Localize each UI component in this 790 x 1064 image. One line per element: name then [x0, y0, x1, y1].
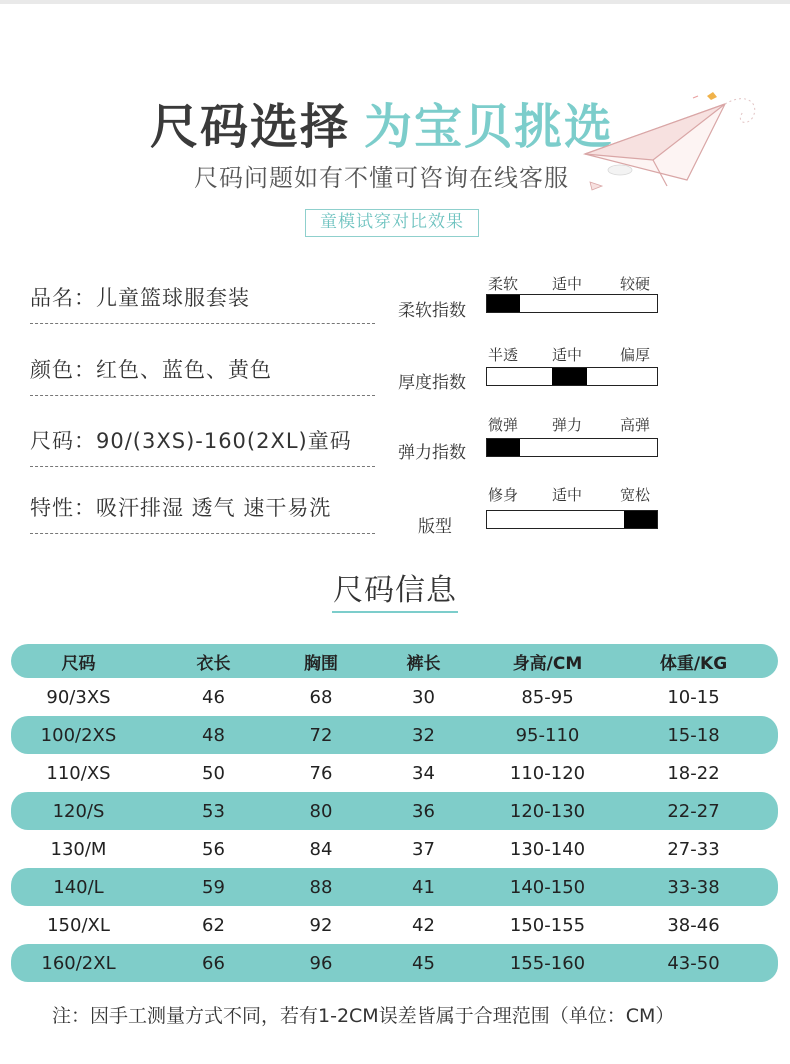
product-size: 尺码：90/(3XS)-160(2XL)童码	[30, 425, 375, 455]
table-cell: 85-95	[521, 686, 574, 708]
title-main: 尺码选择	[150, 99, 351, 155]
paper-plane-icon	[575, 82, 775, 202]
compare-effect-button[interactable]: 童模试穿对比效果	[305, 209, 479, 237]
table-cell: 150/XL	[47, 914, 110, 936]
table-cell: 130/M	[50, 838, 107, 860]
table-cell: 120/S	[11, 792, 146, 830]
table-row	[11, 830, 778, 868]
table-cell: 155-160	[486, 944, 609, 982]
table-cell: 15-18	[609, 716, 778, 754]
table-row	[11, 906, 778, 944]
table-cell: 84	[309, 838, 333, 860]
title-accent: 为宝贝挑选	[364, 99, 615, 155]
size-table	[11, 644, 778, 982]
scale-tick-right: 偏厚	[620, 346, 651, 364]
scale-tick-left: 微弹	[488, 416, 519, 434]
table-cell: 150-155	[509, 914, 586, 936]
table-cell: 76	[309, 762, 333, 784]
table-cell: 80	[281, 792, 361, 830]
table-cell: 18-22	[667, 762, 720, 784]
table-cell: 110/XS	[46, 762, 111, 784]
table-cell: 50	[202, 762, 225, 784]
table-cell: 96	[281, 944, 361, 982]
table-cell: 62	[202, 914, 225, 936]
scale-tick-right: 高弹	[620, 416, 651, 434]
product-color: 颜色：红色、蓝色、黄色	[30, 354, 375, 384]
table-header: 身高/CM	[486, 644, 609, 678]
page-title	[150, 88, 614, 157]
softness-scale	[486, 294, 658, 313]
table-cell: 38-46	[667, 914, 720, 936]
size-info-title: 尺码信息	[333, 573, 457, 608]
table-cell: 42	[412, 914, 435, 936]
scale-indicator	[552, 368, 587, 385]
table-cell: 130-140	[509, 838, 586, 860]
table-cell: 34	[412, 762, 435, 784]
table-row	[11, 678, 778, 716]
scale-indicator	[487, 439, 520, 456]
fit-label: 版型	[418, 517, 452, 537]
table-header: 衣长	[146, 644, 281, 678]
table-cell: 160/2XL	[11, 944, 146, 982]
table-header: 胸围	[281, 644, 361, 678]
table-cell: 90/3XS	[46, 686, 111, 708]
thickness-scale	[486, 367, 658, 386]
table-cell: 88	[281, 868, 361, 906]
table-row	[11, 944, 778, 982]
table-header: 裤长	[361, 644, 486, 678]
table-cell: 22-27	[609, 792, 778, 830]
table-cell: 53	[146, 792, 281, 830]
size-info-underline	[332, 611, 458, 613]
scale-tick-left: 半透	[488, 346, 519, 364]
table-cell: 45	[361, 944, 486, 982]
table-cell: 36	[361, 792, 486, 830]
table-header: 尺码	[11, 644, 146, 678]
table-cell: 59	[146, 868, 281, 906]
product-feature: 特性：吸汗排湿 透气 速干易洗	[30, 492, 375, 522]
table-cell: 41	[361, 868, 486, 906]
table-cell: 32	[361, 716, 486, 754]
table-cell: 33-38	[609, 868, 778, 906]
table-row	[11, 716, 778, 754]
scale-tick-left: 修身	[488, 486, 519, 504]
table-cell: 37	[412, 838, 435, 860]
elasticity-label: 弹力指数	[398, 443, 466, 463]
scale-tick-mid: 弹力	[552, 416, 583, 434]
product-name: 品名：儿童篮球服套装	[30, 282, 375, 312]
table-cell: 140-150	[486, 868, 609, 906]
table-header: 体重/KG	[609, 644, 778, 678]
scale-tick-right: 宽松	[620, 486, 651, 504]
table-cell: 66	[146, 944, 281, 982]
scale-indicator	[624, 511, 657, 528]
table-cell: 120-130	[486, 792, 609, 830]
page-subtitle: 尺码问题如有不懂可咨询在线客服	[194, 164, 569, 192]
table-cell: 92	[309, 914, 333, 936]
scale-tick-mid: 适中	[552, 486, 583, 504]
fit-scale	[486, 510, 658, 529]
table-cell: 110-120	[509, 762, 586, 784]
measurement-note: 注：因手工测量方式不同，若有1-2CM误差皆属于合理范围（单位：CM）	[52, 1005, 675, 1027]
table-cell: 95-110	[486, 716, 609, 754]
table-row	[11, 792, 778, 830]
scale-tick-mid: 适中	[552, 346, 583, 364]
table-cell: 48	[146, 716, 281, 754]
table-cell: 140/L	[11, 868, 146, 906]
table-row	[11, 868, 778, 906]
table-cell: 68	[309, 686, 333, 708]
table-cell: 30	[412, 686, 435, 708]
scale-indicator	[487, 295, 520, 312]
scale-tick-left: 柔软	[488, 275, 519, 293]
thickness-label: 厚度指数	[398, 373, 466, 393]
table-cell: 10-15	[667, 686, 720, 708]
table-cell: 72	[281, 716, 361, 754]
table-cell: 27-33	[667, 838, 720, 860]
table-row	[11, 754, 778, 792]
table-header-row	[11, 644, 778, 678]
elasticity-scale	[486, 438, 658, 457]
scale-tick-mid: 适中	[552, 275, 583, 293]
table-cell: 100/2XS	[11, 716, 146, 754]
scale-tick-right: 较硬	[620, 275, 651, 293]
table-cell: 46	[202, 686, 225, 708]
softness-label: 柔软指数	[398, 301, 466, 321]
top-divider	[0, 0, 790, 4]
table-cell: 56	[202, 838, 225, 860]
table-cell: 43-50	[609, 944, 778, 982]
